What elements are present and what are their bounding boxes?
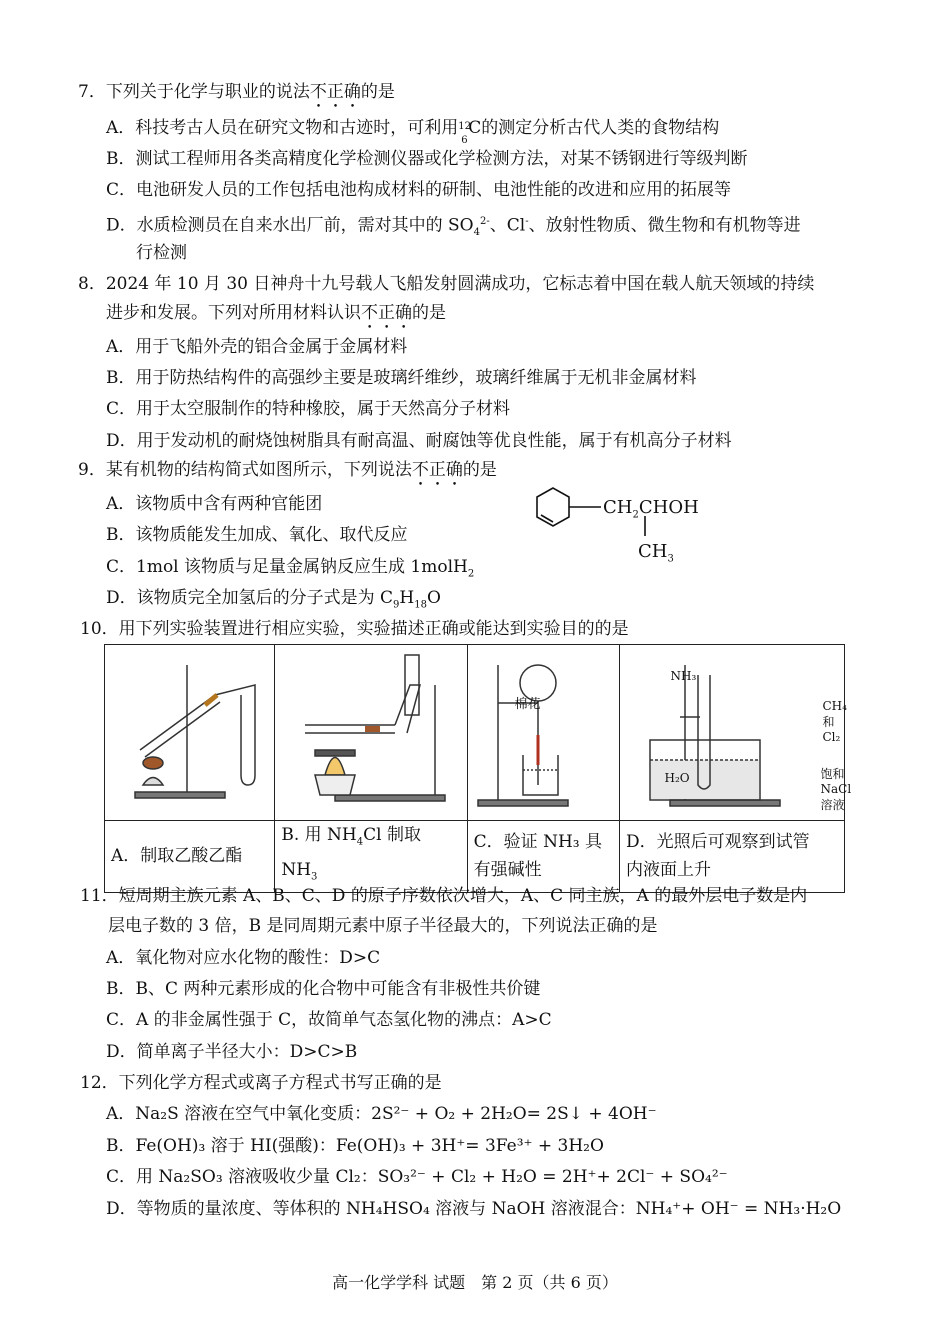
h2o-label: H₂O bbox=[664, 770, 690, 785]
caption-a: A．制取乙酸乙酯 bbox=[105, 821, 275, 893]
q7-option-d: D．水质检测员在自来水出厂前，需对其中的 $SO_4^{2-}$、Cl-、放射性物质、微生物和有机物等进 bbox=[106, 215, 801, 239]
q7-option-b: B．测试工程师用各类高精度化学检测仪器或化学检测方法，对某不锈钢进行等级判断 bbox=[106, 149, 748, 169]
apparatus-d-cell bbox=[619, 645, 852, 821]
cyclohexene-ring bbox=[537, 488, 569, 526]
q12-option-b: B．Fe(OH)₃ 溶于 HI(强酸)：Fe(OH)₃ + 3H⁺= 3Fe³⁺ + 3H₂O bbox=[106, 1136, 604, 1156]
apparatus-b-drawing bbox=[275, 645, 465, 815]
q11-stem-line2: 层电子数的 3 倍，B 是同周期元素中原子半径最大的，下列说法正确的是 bbox=[108, 916, 658, 936]
apparatus-d-drawing bbox=[620, 645, 842, 815]
apparatus-a-drawing bbox=[105, 645, 273, 815]
nacl-label: 饱和NaCl溶液 bbox=[820, 766, 852, 812]
ch4-cl2-label: CH₄和Cl₂ bbox=[822, 698, 847, 744]
cotton-label: 棉花 bbox=[514, 696, 541, 712]
q8-stem-line2: 进步和发展。下列对所用材料认识不正确的是 bbox=[106, 303, 446, 323]
apparatus-a-cell bbox=[105, 645, 275, 821]
q9-stem: 9．某有机物的结构简式如图所示，下列说法不正确的是 bbox=[78, 460, 497, 480]
apparatus-c-cell bbox=[467, 645, 697, 821]
q7-stem: 7．下列关于化学与职业的说法不正确的是 bbox=[78, 82, 395, 102]
q9-option-c: C．1mol 该物质与足量金属钠反应生成 1molH$_2$ bbox=[106, 557, 475, 580]
q12-option-a: A．Na₂S 溶液在空气中氧化变质：2S²⁻ + O₂ + 2H₂O= 2S↓ + 4OH⁻ bbox=[106, 1104, 657, 1124]
q8-option-c: C．用于太空服制作的特种橡胶，属于天然高分子材料 bbox=[106, 399, 511, 419]
page-footer: 高一化学学科 试题 第 2 页（共 6 页） bbox=[332, 1273, 618, 1292]
caption-b: B. 用 $NH_4Cl$ 制取 $NH_3$ bbox=[275, 821, 467, 893]
nh3-label: NH₃ bbox=[670, 668, 697, 683]
q11-stem-line1: 11．短周期主族元素 A、B、C、D 的原子序数依次增大，A、C 同主族，A 的最外层电子数是内 bbox=[80, 886, 808, 906]
q10-experiment-table bbox=[104, 644, 852, 893]
q11-option-c: C．A 的非金属性强于 C，故简单气态氢化物的沸点：A>C bbox=[106, 1010, 552, 1030]
caption-d: D．光照后可观察到试管 内液面上升 bbox=[619, 821, 844, 893]
q11-option-a: A．氧化物对应水化物的酸性：D>C bbox=[106, 948, 381, 968]
q10-stem: 10．用下列实验装置进行相应实验，实验描述正确或能达到实验目的的是 bbox=[80, 619, 629, 639]
q8-option-b: B．用于防热结构件的高强纱主要是玻璃纤维纱，玻璃纤维属于无机非金属材料 bbox=[106, 368, 697, 388]
q7-option-d-cont: 行检测 bbox=[136, 243, 187, 263]
q11-option-b: B．B、C 两种元素形成的化合物中可能含有非极性共价键 bbox=[106, 979, 541, 999]
q8-stem-line1: 8．2024 年 10 月 30 日神舟十九号载人飞船发射圆满成功，它标志着中国在载人航天领域的持续 bbox=[78, 274, 815, 294]
apparatus-c-drawing bbox=[468, 645, 618, 815]
q7-option-a: A．科技考古人员在研究文物和古迹时，可利用 12 6 C的测定分析古代人类的食物结构 bbox=[106, 118, 720, 146]
q9-option-a: A．该物质中含有两种官能团 bbox=[106, 494, 323, 514]
q12-option-c: C．用 Na₂SO₃ 溶液吸收少量 Cl₂：SO₃²⁻ + Cl₂ + H₂O = 2H⁺+ 2Cl⁻ + SO₄²⁻ bbox=[106, 1167, 728, 1187]
q9-struct-group: $CH_2CHOH$ bbox=[603, 497, 699, 521]
q8-option-d: D．用于发动机的耐烧蚀树脂具有耐高温、耐腐蚀等优良性能，属于有机高分子材料 bbox=[106, 431, 732, 451]
q12-option-d: D．等物质的量浓度、等体积的 NH₄HSO₄ 溶液与 NaOH 溶液混合：NH₄⁺+ OH⁻ = NH₃·H₂O bbox=[106, 1199, 842, 1219]
q12-stem: 12．下列化学方程式或离子方程式书写正确的是 bbox=[80, 1073, 442, 1093]
caption-c: C．验证 NH₃ 具 有强碱性 bbox=[467, 821, 619, 893]
apparatus-b-cell bbox=[275, 645, 541, 821]
q9-option-b: B．该物质能发生加成、氧化、取代反应 bbox=[106, 525, 408, 545]
q11-option-d: D．简单离子半径大小：D>C>B bbox=[106, 1042, 358, 1062]
q9-option-d: D．该物质完全加氢后的分子式是为 $C_9H_{18}O$ bbox=[106, 588, 441, 611]
q7-option-c: C．电池研发人员的工作包括电池构成材料的研制、电池性能的改进和应用的拓展等 bbox=[106, 180, 732, 200]
q9-struct-methyl: $CH_3$ bbox=[638, 541, 674, 565]
q8-option-a: A．用于飞船外壳的铝合金属于金属材料 bbox=[106, 337, 408, 357]
